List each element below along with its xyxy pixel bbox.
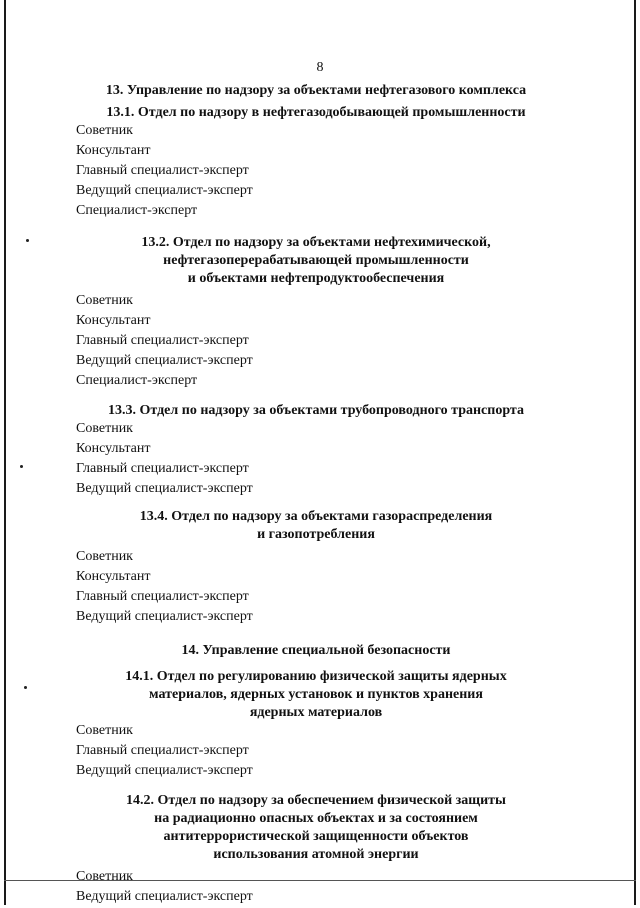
subsection-title: 14.1. Отдел по регулированию физической защиты ядерных — [125, 669, 507, 684]
position-item: Советник — [76, 723, 133, 738]
position-item: Советник — [76, 421, 133, 436]
position-item: Консультант — [76, 569, 151, 584]
subsection-title: на радиационно опасных объектах и за состоянием — [154, 811, 478, 826]
subsection-title: 13.4. Отдел по надзору за объектами газораспределения — [139, 509, 493, 524]
subsection-title: 13.3. Отдел по надзору за объектами трубопроводного транспорта — [108, 403, 524, 418]
scan-speck — [26, 239, 29, 242]
position-item: Ведущий специалист-эксперт — [76, 353, 253, 368]
position-item: Главный специалист-эксперт — [76, 743, 249, 758]
position-item: Ведущий специалист-эксперт — [76, 763, 253, 778]
page-border-right — [634, 0, 636, 905]
position-item: Ведущий специалист-эксперт — [76, 183, 253, 198]
position-item: Главный специалист-эксперт — [76, 461, 249, 476]
position-item: Главный специалист-эксперт — [76, 163, 249, 178]
position-item: Советник — [76, 123, 133, 138]
position-item: Специалист-эксперт — [76, 373, 198, 388]
position-item: Главный специалист-эксперт — [76, 589, 249, 604]
subsection-title: 13.2. Отдел по надзору за объектами нефтехимической, — [141, 235, 491, 250]
subsection-title: нефтегазоперерабатывающей промышленности — [163, 253, 469, 268]
scan-speck — [20, 465, 23, 468]
subsection-title: и объектами нефтепродуктообеспечения — [187, 271, 445, 286]
position-item: Консультант — [76, 313, 151, 328]
subsection-title: и газопотребления — [257, 527, 375, 542]
subsection-title: 13.1. Отдел по надзору в нефтегазодобывающей промышленности — [106, 105, 526, 120]
position-item: Ведущий специалист-эксперт — [76, 889, 253, 904]
section-title: 13. Управление по надзору за объектами нефтегазового комплекса — [105, 83, 527, 98]
section-title: 14. Управление специальной безопасности — [181, 643, 451, 658]
subsection-title: антитеррористической защищенности объектов — [163, 829, 469, 844]
position-item: Советник — [76, 549, 133, 564]
position-item: Главный специалист-эксперт — [76, 333, 249, 348]
position-item: Ведущий специалист-эксперт — [76, 481, 253, 496]
subsection-title: использования атомной энергии — [213, 847, 419, 862]
page-number: 8 — [316, 60, 324, 75]
subsection-title: материалов, ядерных установок и пунктов хранения — [149, 687, 483, 702]
subsection-title: 14.2. Отдел по надзору за обеспечением физической защиты — [126, 793, 506, 808]
subsection-title: ядерных материалов — [249, 705, 383, 720]
position-item: Ведущий специалист-эксперт — [76, 609, 253, 624]
position-item: Консультант — [76, 441, 151, 456]
position-item: Консультант — [76, 143, 151, 158]
position-item: Советник — [76, 869, 133, 884]
position-item: Специалист-эксперт — [76, 203, 198, 218]
page-border-left — [4, 0, 6, 905]
scan-speck — [24, 686, 27, 689]
position-item: Советник — [76, 293, 133, 308]
document-body — [76, 82, 556, 908]
